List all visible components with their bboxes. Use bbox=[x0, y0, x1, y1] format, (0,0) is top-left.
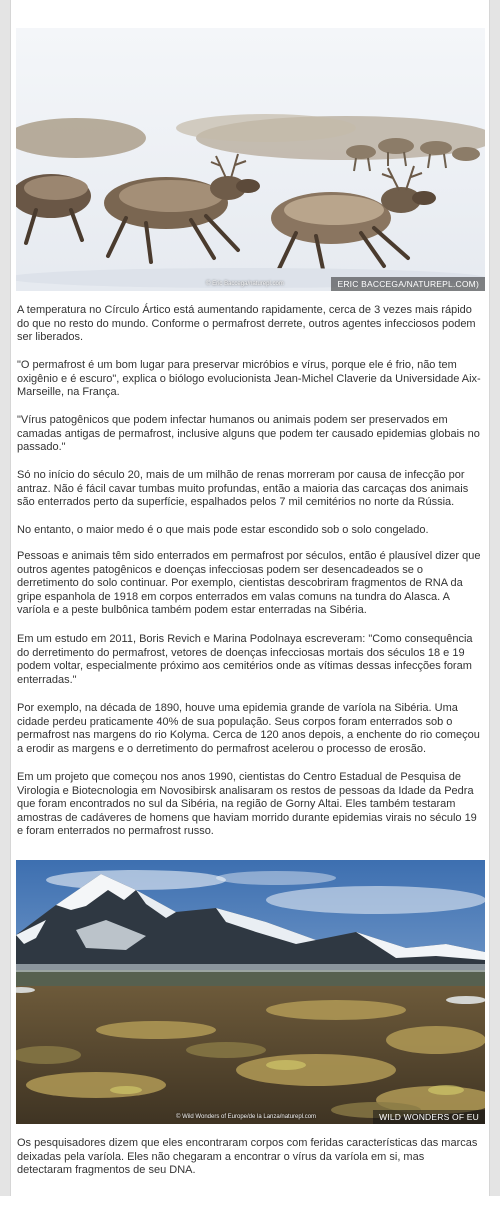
paragraph: "Vírus patogênicos que podem infectar humanos ou animais podem ser preservados em camadas antigas de permafrost, inclusive alguns que podem ter causado epidemias globais no passado." bbox=[17, 414, 480, 454]
right-scroll-track[interactable] bbox=[489, 0, 500, 1196]
paragraph: No entanto, o maior medo é o que mais pode estar escondido sob o solo congelado. bbox=[17, 524, 429, 536]
photo-watermark: © Wild Wonders of Europe/de la Lanza/naturepl.com bbox=[176, 1114, 317, 1120]
paragraph: A temperatura no Círculo Ártico está aumentando rapidamente, cerca de 3 vezes mais rápido do que no resto do mundo. Conforme o permafrost derrete, outros agentes infecciosos podem ser liberados. bbox=[17, 304, 476, 344]
article-body bbox=[11, 0, 489, 1196]
reindeer-photo bbox=[16, 28, 485, 291]
paragraph: Os pesquisadores dizem que eles encontraram corpos com feridas características das marcas deixadas pela varíola. Eles não chegaram a encontrar o vírus da varíola em si, mas detectaram fragmentos de seu DNA. bbox=[17, 1137, 478, 1177]
reindeer-illustration bbox=[16, 28, 485, 291]
tundra-photo bbox=[16, 860, 485, 1124]
paragraph: Em um projeto que começou nos anos 1990, cientistas do Centro Estadual de Pesquisa de Virologia e Biotecnologia em Novosibirsk analisaram os restos de pessoas da Idade da Pedra que foram encontrados no sul da Sibéria, na região de Gorny Altai. Eles também testaram amostras de cadáveres de homens que haviam morrido durante epidemias virais no século 19 e foram enterrados no permafrost russo. bbox=[17, 771, 477, 838]
paragraph: Só no início do século 20, mais de um milhão de renas morreram por causa de infecção por antraz. Não é fácil cavar tumbas muito profundas, então a maioria das carcaças dos animais são enterrados perto da superfície, espalhados pelos 7 mil cemitérios no norte da Rússia. bbox=[17, 469, 469, 509]
photo-credit: ERIC BACCEGA/NATUREPL.COM) bbox=[331, 277, 485, 291]
paragraph: Por exemplo, na década de 1890, houve uma epidemia grande de varíola na Sibéria. Uma cidade perdeu praticamente 40% de sua população. Seus corpos foram enterrados sob o permafrost nas margens do rio Kolyma. Cerca de 120 anos depois, a enchente do rio começou a erodir as margens e o derretimento do permafrost acelerou o processo de erosão. bbox=[17, 702, 480, 755]
photo-watermark: © Eric Baccega/naturepl.com bbox=[206, 281, 284, 287]
page-bottom bbox=[0, 1196, 500, 1224]
left-scroll-track[interactable] bbox=[0, 0, 11, 1196]
paragraph: Pessoas e animais têm sido enterrados em permafrost por séculos, então é plausível dizer que outros agentes patogênicos e doenças infecciosas podem ser desencadeados se o derretimento do solo continuar. Por exemplo, cientistas descobriram fragmentos de RNA da gripe espanhola de 1918 em corpos enterrados em valas comuns na tundra do Alasca. A varíola e a peste bulbônica também podem estar enterradas na Sibéria. bbox=[17, 550, 481, 617]
tundra-illustration bbox=[16, 860, 485, 1124]
photo-credit: WILD WONDERS OF EU bbox=[373, 1110, 485, 1124]
paragraph: Em um estudo em 2011, Boris Revich e Marina Podolnaya escreveram: "Como consequência do derretimento do permafrost, vetores de doenças infecciosas mortais dos séculos 18 e 19 podem voltar, especialmente próximo aos cemitérios onde as vítimas dessas infecções foram enterradas." bbox=[17, 633, 473, 686]
paragraph: "O permafrost é um bom lugar para preservar micróbios e vírus, porque ele é frio, não tem oxigênio e é escuro", explica o biólogo evolucionista Jean-Michel Claverie da Universidade Aix-Marseille, na França. bbox=[17, 359, 481, 399]
